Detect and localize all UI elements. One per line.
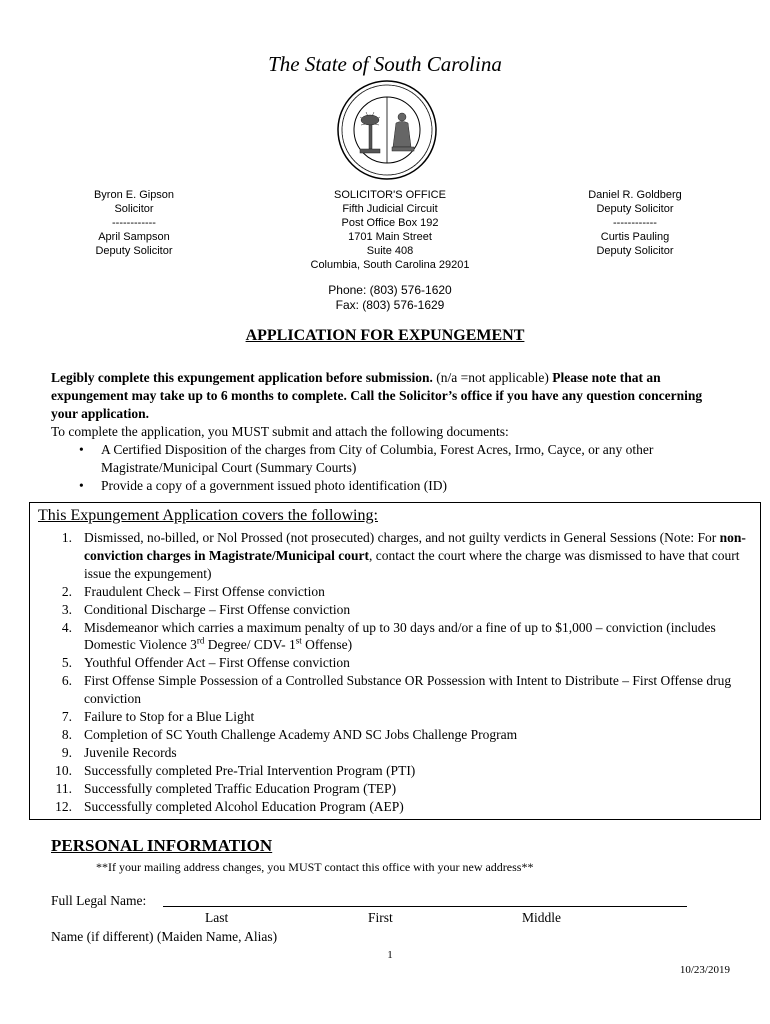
item-text: Successfully completed Pre-Trial Intervention Program (PTI) (84, 762, 416, 778)
list-item (36, 780, 751, 798)
item-text: Fraudulent Check – First Offense conviction (84, 583, 325, 599)
item-text: Successfully completed Alcohol Education Program (AEP) (84, 798, 404, 814)
address-change-note: **If your mailing address changes, you MUST contact this office with your new address** (96, 860, 534, 874)
list-number: 7. (61, 709, 72, 725)
phone-number: Phone: (803) 576-1620 (328, 283, 452, 297)
list-item (36, 583, 751, 601)
list-number: 9. (61, 744, 72, 760)
item-text-bold: non-conviction charges in Magistrate/Municipal court (84, 530, 746, 563)
list-number: 10. (55, 762, 72, 778)
state-title: The State of South Carolina (268, 52, 502, 76)
application-title (0, 327, 770, 345)
office-line: 1701 Main Street (348, 231, 432, 243)
item-text: , contact the court where the charge was dismissed to have that court issue the expungement) (84, 547, 740, 581)
fax-number: Fax: (803) 576-1629 (335, 298, 445, 312)
contact-block (285, 283, 495, 313)
intro-section (51, 369, 731, 495)
office-line: Columbia, South Carolina 29201 (310, 259, 470, 271)
coverage-title (38, 507, 378, 525)
item-text: Completion of SC Youth Challenge Academy AND SC Jobs Challenge Program (84, 726, 518, 742)
item-text: Failure to Stop for a Blue Light (84, 709, 255, 725)
list-item (36, 529, 751, 583)
office-line: Suite 408 (366, 245, 414, 257)
list-item (36, 672, 751, 708)
staff-line: April Sampson (98, 231, 170, 243)
staff-line: Deputy Solicitor (95, 245, 173, 257)
item-text: Offense) (301, 637, 353, 653)
full-name-label: Full Legal Name: (51, 893, 147, 908)
staff-line: Curtis Pauling (600, 231, 670, 243)
list-number: 4. (61, 619, 72, 635)
item-text: Juvenile Records (84, 744, 177, 760)
item-text: Successfully completed Traffic Education Program (TEP) (84, 780, 397, 796)
first-name-label: First (368, 910, 393, 925)
alias-name-label: Name (if different) (Maiden Name, Alias) (51, 929, 278, 944)
list-item (36, 601, 751, 619)
application-title-text: APPLICATION FOR EXPUNGEMENT (245, 327, 525, 344)
item-text: Dismissed, no-billed, or Nol Prossed (not prosecuted) charges, and not guilty verdicts in General Sessions (Note: For (84, 530, 720, 545)
office-address-column (285, 188, 495, 272)
staff-line: ------------ (112, 217, 156, 229)
right-staff-column (560, 188, 710, 258)
list-item (36, 654, 751, 672)
left-staff-column (64, 188, 204, 258)
list-number: 12. (55, 798, 72, 814)
list-item: • A Certified Disposition of the charges from City of Columbia, Forest Acres, Irmo, Cayce, or any other Magistrate/Municipal Court (Summary Courts) (101, 441, 731, 477)
intro-instruction: To complete the application, you MUST submit and attach the following documents: (51, 424, 509, 439)
item-text: Conditional Discharge – First Offense conviction (84, 601, 351, 617)
item-text: Degree/ CDV- 1 (204, 637, 296, 653)
list-item: • Provide a copy of a government issued photo identification (ID) (101, 477, 731, 495)
page-number: 1 (387, 949, 393, 961)
full-name-field[interactable] (163, 906, 687, 907)
list-item (36, 726, 751, 744)
staff-line: Deputy Solicitor (596, 245, 674, 257)
list-number: 3. (61, 601, 72, 617)
list-item (36, 798, 751, 816)
list-item (36, 744, 751, 762)
intro-bold-1: Legibly complete this expungement application before submission. (51, 370, 433, 385)
staff-line: Byron E. Gipson (93, 189, 175, 201)
list-item (36, 708, 751, 726)
list-number: 8. (61, 726, 72, 742)
superscript: st (295, 635, 302, 646)
staff-line: ------------ (613, 217, 657, 229)
list-item (36, 619, 751, 655)
coverage-title-text: This Expungement Application covers the following: (38, 507, 378, 524)
intro-bold-2: Please note that an expungement may take up to 6 months to complete. Call the Solicitor’s office if you have any question concerning your application. (51, 370, 703, 421)
personal-info-title (51, 836, 272, 856)
item-text: Youthful Offender Act – First Offense conviction (84, 655, 350, 671)
list-number: 6. (61, 673, 72, 689)
superscript: rd (196, 635, 205, 646)
office-line: SOLICITOR'S OFFICE (334, 189, 446, 201)
list-number: 5. (61, 655, 72, 671)
staff-line: Daniel R. Goldberg (588, 189, 682, 201)
item-text: Misdemeanor which carries a maximum penalty of up to 30 days and/or a fine of up to $1,000 – conviction (includes Domestic Violence 3 (84, 619, 716, 653)
list-number: 1. (61, 530, 72, 545)
staff-line: Solicitor (114, 203, 154, 215)
list-number: 11. (55, 780, 72, 796)
office-line: Fifth Judicial Circuit (342, 203, 438, 215)
south-carolina-seal-icon (336, 79, 438, 181)
revision-date: 10/23/2019 (679, 964, 730, 976)
intro-normal-1: (n/a =not applicable) (432, 370, 553, 385)
staff-line: Deputy Solicitor (596, 203, 674, 215)
required-documents-list (51, 441, 731, 495)
personal-info-title-text: PERSONAL INFORMATION (51, 836, 273, 855)
middle-name-label: Middle (522, 910, 561, 925)
intro-paragraph (51, 369, 731, 423)
list-number: 2. (61, 583, 72, 599)
office-line: Post Office Box 192 (341, 217, 439, 229)
item-text: First Offense Simple Possession of a Controlled Substance OR Possession with Intent to Distribute – First Offense drug conviction (84, 673, 732, 707)
last-name-label: Last (205, 910, 229, 925)
list-item (36, 762, 751, 780)
coverage-list (36, 529, 751, 816)
